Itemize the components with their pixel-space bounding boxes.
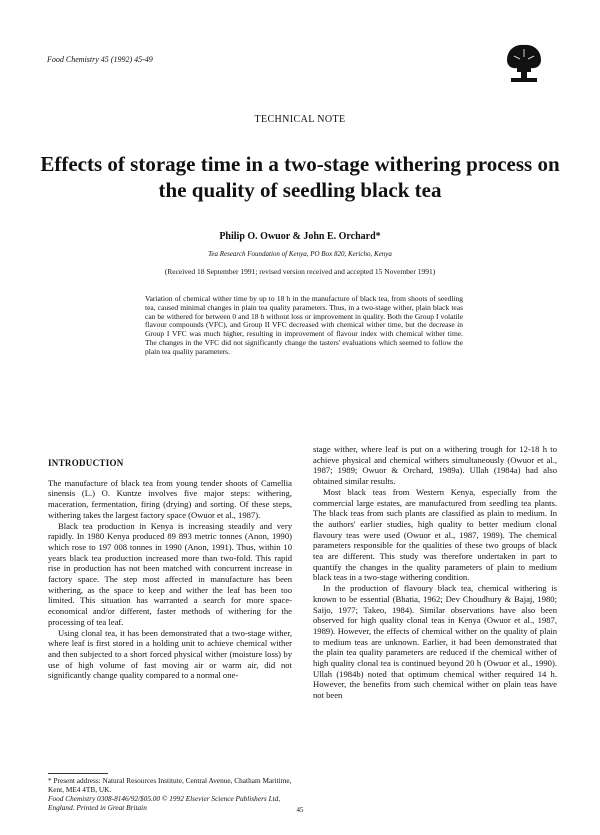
journal-citation: Food Chemistry 45 (1992) 45-49 [47, 55, 153, 64]
left-column [48, 458, 292, 681]
body-paragraph: The manufacture of black tea from young tender shoots of Camellia sinensis (L.) O. Kuntze involves five major steps: withering, maceration, fermentation, firing (drying) and sorting. Of these steps, withering takes the largest factory space (Owuor et al., 1987). [48, 477, 292, 520]
article-authors: Philip O. Owuor & John E. Orchard* [219, 231, 381, 242]
body-paragraph: Most black teas from Western Kenya, especially from the commercial large estates, are manufactured from seedling tea plants. The black teas from such plants are classified as plain to medium. In the authors' earlier studies, high quality to better medium clonal flavoury teas were used (Owuor et al., 1987, 1989). The chemical parameters responsible for the qualities of these two groups of black tea are different. This study was therefore undertaken in part to quantify the changes in the quality parameters of plain to medium black teas in a two-stage withering condition. [313, 486, 557, 583]
elsevier-tree-logo-icon [505, 42, 543, 84]
article-title: Effects of storage time in a two-stage withering process on the quality of seedling black tea [40, 152, 560, 202]
footnote-address: * Present address: Natural Resources Institute, Central Avenue, Chatham Maritime, Kent, ME4 4TB, UK. [48, 776, 292, 794]
note-type-label: TECHNICAL NOTE [254, 114, 346, 125]
footnote-copyright: Food Chemistry 0308-8146/92/$05.00 © 1992 Elsevier Science Publishers Ltd, England. Printed in Great Britain [48, 794, 281, 812]
right-column [313, 444, 557, 701]
author-affiliation: Tea Research Foundation of Kenya, PO Box 820, Kericho, Kenya [208, 250, 392, 258]
body-paragraph: In the production of flavoury black tea, chemical withering is known to be essential (Bhatia, 1962; Dev Choudhury & Bajaj, 1980; Saijo, 1977; Takeo, 1984). Similar observations have also been observed for high quality clonal teas in Kenya (Owuor et al., 1987, 1989). However, the effects of chemical wither on the quality of plain to medium teas are unknown. Earlier, it had been demonstrated that the plain tea quality parameters are reduced if the chemical wither of high quality clonal tea is continued beyond 20 h (Owuor et al., 1990). Ullah (1984b) noted that optimum chemical wither required 14 h. However, the benefits from such chemical wither on plain teas have not been [313, 583, 557, 701]
abstract: Variation of chemical wither time by up to 18 h in the manufacture of black tea, from shoots of seedling tea, caused minimal changes in plain tea quality parameters. Thus, in a two-stage wither, plain black teas can be withered for between 0 and 18 h without loss or improvement in quality. Both the Group I volatile flavour compounds (VFC), and Group II VFC decreased with chemical wither time, but the decrease in Group I VFC was much higher, resulting in improvement of flavour index with chemical wither time. The changes in the VFC did not significantly change the tasters' evaluations which seemed to follow the plain tea quality parameters. [145, 294, 463, 356]
received-dates: (Received 18 September 1991; revised version received and accepted 15 November 1991) [164, 267, 436, 276]
body-paragraph: Using clonal tea, it has been demonstrated that a two-stage wither, where leaf is first stored in a holding unit to achieve chemical wither and then subjected to a short forced physical wither (moisture loss) by use of high volume of fast moving air or warm air, did not significantly change quality compared to a normal one- [48, 627, 292, 681]
page-number: 45 [296, 806, 304, 814]
body-paragraph: stage wither, where leaf is put on a withering trough for 12-18 h to achieve physical and chemical withers simultaneously (Owuor et al., 1987; 1989; Owuor & Orchard, 1989a). Ullah (1984a) had also obtained similar results. [313, 444, 557, 487]
section-heading-introduction: INTRODUCTION [48, 458, 124, 468]
footnote-divider [48, 773, 108, 774]
body-paragraph: Black tea production in Kenya is increasing steadily and very rapidly. In 1980 Kenya produced 89 893 metric tonnes (Anon, 1990) which rose to 197 008 tonnes in 1990 (Anon, 1991). Thus, within 10 years black tea production increased more than two-fold. This rapid rise in production has not been matched with concurrent increase in factory space. The step most affected in manufacture has been withering, as the space to keep and wither the leaf has been too limited. This situation has warranted a search for more space-economical and/or different, faster methods of withering for the processing of tea leaf. [48, 520, 292, 627]
